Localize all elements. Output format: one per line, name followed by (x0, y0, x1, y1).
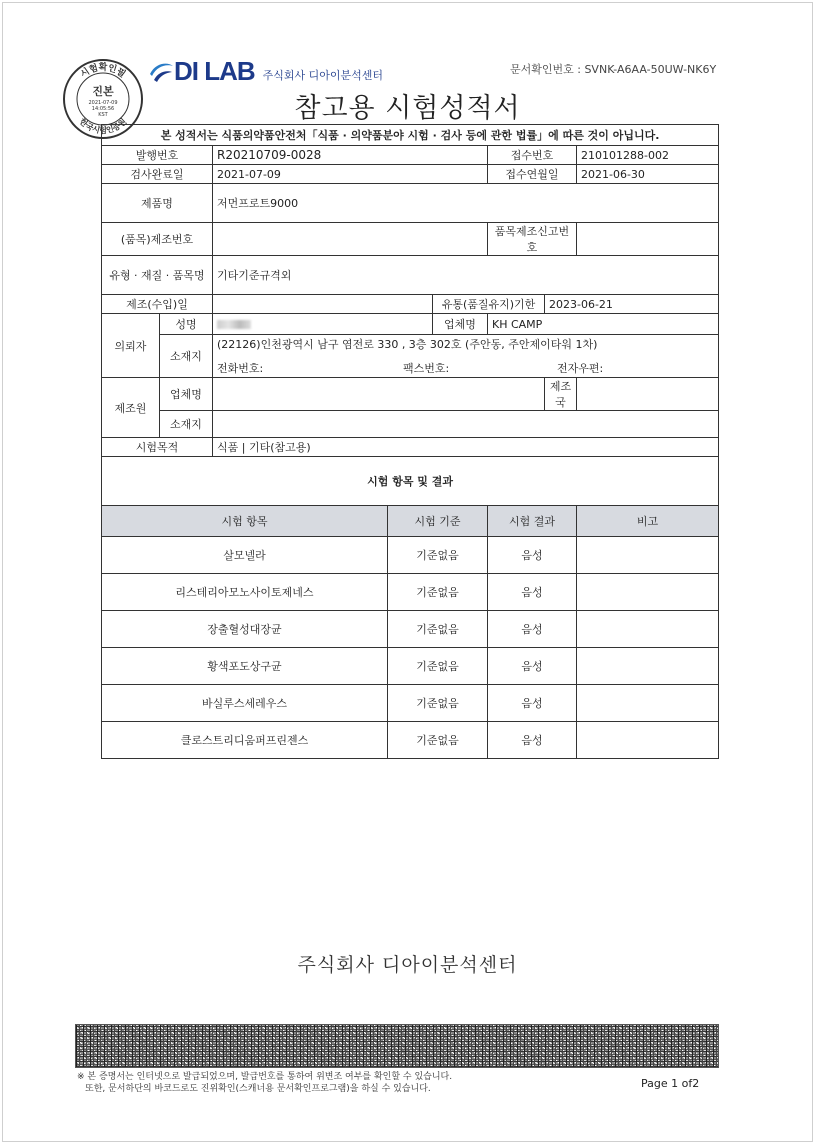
header-standard: 시험 기준 (388, 506, 488, 537)
seal-date: 2021-07-09 (88, 100, 118, 106)
expiry-value: 2023-06-21 (545, 295, 719, 314)
mfg-no-label: (품목)제조번호 (102, 223, 213, 256)
row-result: 음성 (488, 574, 577, 611)
row-item: 황색포도상구균 (102, 648, 388, 685)
row-standard: 기준없음 (388, 574, 488, 611)
maker-label: 제조원 (102, 378, 160, 438)
seal-tz: KST (98, 112, 108, 118)
maker-address-label: 소재지 (160, 411, 213, 438)
row-item: 장출혈성대장균 (102, 611, 388, 648)
maker-address-value (213, 411, 719, 438)
country-label: 제조국 (545, 378, 577, 411)
row-standard: 기준없음 (388, 685, 488, 722)
row-standard: 기준없음 (388, 537, 488, 574)
email-label: 전자우편: (557, 362, 604, 375)
name-value (213, 314, 433, 335)
row-item: 리스테리아모노사이토제네스 (102, 574, 388, 611)
row-item: 살모넬라 (102, 537, 388, 574)
type-value: 기타기준규격외 (213, 256, 719, 295)
receipt-no-value: 210101288-002 (577, 146, 719, 165)
header-note: 비고 (577, 506, 719, 537)
receipt-date-label: 접수연월일 (488, 165, 577, 184)
row-result: 음성 (488, 722, 577, 759)
seal-center: 진본 (92, 85, 114, 98)
maker-company-value (213, 378, 545, 411)
table-row (102, 722, 719, 759)
footnote (77, 1071, 452, 1095)
row-standard: 기준없음 (388, 648, 488, 685)
name-label: 성명 (160, 314, 213, 335)
document-number: 문서확인번호 : SVNK-A6AA-50UW-NK6Y (510, 63, 717, 76)
report-no-value (577, 223, 719, 256)
table-row (102, 685, 719, 722)
company-label: 업체명 (433, 314, 488, 335)
phone-label: 전화번호: (217, 362, 264, 375)
results-header-row (102, 506, 719, 537)
expiry-label: 유통(품질유지)기한 (433, 295, 545, 314)
row-result: 음성 (488, 537, 577, 574)
row-note (577, 574, 719, 611)
purpose-label: 시험목적 (102, 438, 213, 457)
seal-top-text: 시험확인필 (79, 63, 127, 81)
report-no-label: 품목제조신고번호 (488, 223, 577, 256)
type-label: 유형 · 재질 · 품목명 (102, 256, 213, 295)
header-item: 시험 항목 (102, 506, 388, 537)
row-note (577, 648, 719, 685)
table-row (102, 611, 719, 648)
row-standard: 기준없음 (388, 722, 488, 759)
results-title: 시험 항목 및 결과 (102, 457, 719, 506)
seal-time: 14:05:56 (91, 106, 115, 112)
product-value: 저먼프로트9000 (213, 184, 719, 223)
report-table (101, 124, 719, 759)
issue-no-label: 발행번호 (102, 146, 213, 165)
mfg-date-label: 제조(수입)일 (102, 295, 213, 314)
address-value: (22126)인천광역시 남구 염전로 330 , 3층 302호 (주안동, 주안제이타워 1차) (217, 338, 598, 351)
row-note (577, 722, 719, 759)
page-number: Page 1 of2 (641, 1077, 700, 1090)
product-label: 제품명 (102, 184, 213, 223)
footnote-line-1: ※ 본 증명서는 인터넷으로 발급되었으며, 발급번호를 통하여 위변조 여부를 확인할 수 있습니다. (77, 1072, 453, 1082)
document-title: 참고용 시험성적서 (294, 93, 521, 124)
row-item: 바실루스세레우스 (102, 685, 388, 722)
table-row (102, 648, 719, 685)
test-done-value: 2021-07-09 (213, 165, 488, 184)
company-logo (148, 56, 383, 87)
row-result: 음성 (488, 685, 577, 722)
header-result: 시험 결과 (488, 506, 577, 537)
logo-swoosh-icon (148, 60, 174, 84)
seal-bottom-text: 한국시험인증원 (77, 116, 129, 135)
receipt-date-value: 2021-06-30 (577, 165, 719, 184)
logo-text: DI LAB (174, 56, 255, 86)
test-done-label: 검사완료일 (102, 165, 213, 184)
receipt-no-label: 접수번호 (488, 146, 577, 165)
maker-company-label: 업체명 (160, 378, 213, 411)
footnote-line-2: 또한, 문서하단의 바코드로도 진위확인(스캐너용 문서확인프로그램)을 하실 수 있습니다. (85, 1084, 431, 1094)
address-label: 소재지 (160, 335, 213, 378)
row-item: 클로스트리디움퍼프린젠스 (102, 722, 388, 759)
row-note (577, 537, 719, 574)
address-cell (213, 335, 719, 378)
contact-row (217, 360, 714, 376)
fax-label: 팩스번호: (403, 362, 450, 375)
company-value: KH CAMP (488, 314, 719, 335)
table-row (102, 537, 719, 574)
table-row (102, 574, 719, 611)
mfg-no-value (213, 223, 488, 256)
logo-subtitle: 주식회사 디아이분석센터 (262, 68, 384, 82)
row-result: 음성 (488, 648, 577, 685)
row-standard: 기준없음 (388, 611, 488, 648)
redacted-name (217, 320, 251, 329)
row-result: 음성 (488, 611, 577, 648)
row-note (577, 685, 719, 722)
row-note (577, 611, 719, 648)
country-value (577, 378, 719, 411)
purpose-value: 식품 | 기타(참고용) (213, 438, 719, 457)
issuer-company: 주식회사 디아이분석센터 (297, 954, 518, 976)
mfg-date-value (213, 295, 433, 314)
verification-barcode (75, 1024, 719, 1068)
client-label: 의뢰자 (102, 314, 160, 378)
issue-no-value: R20210709-0028 (213, 146, 488, 165)
legal-notice: 본 성적서는 식품의약품안전처「식품 · 의약품분야 시험 · 검사 등에 관한 법률」에 따른 것이 아닙니다. (102, 125, 719, 146)
